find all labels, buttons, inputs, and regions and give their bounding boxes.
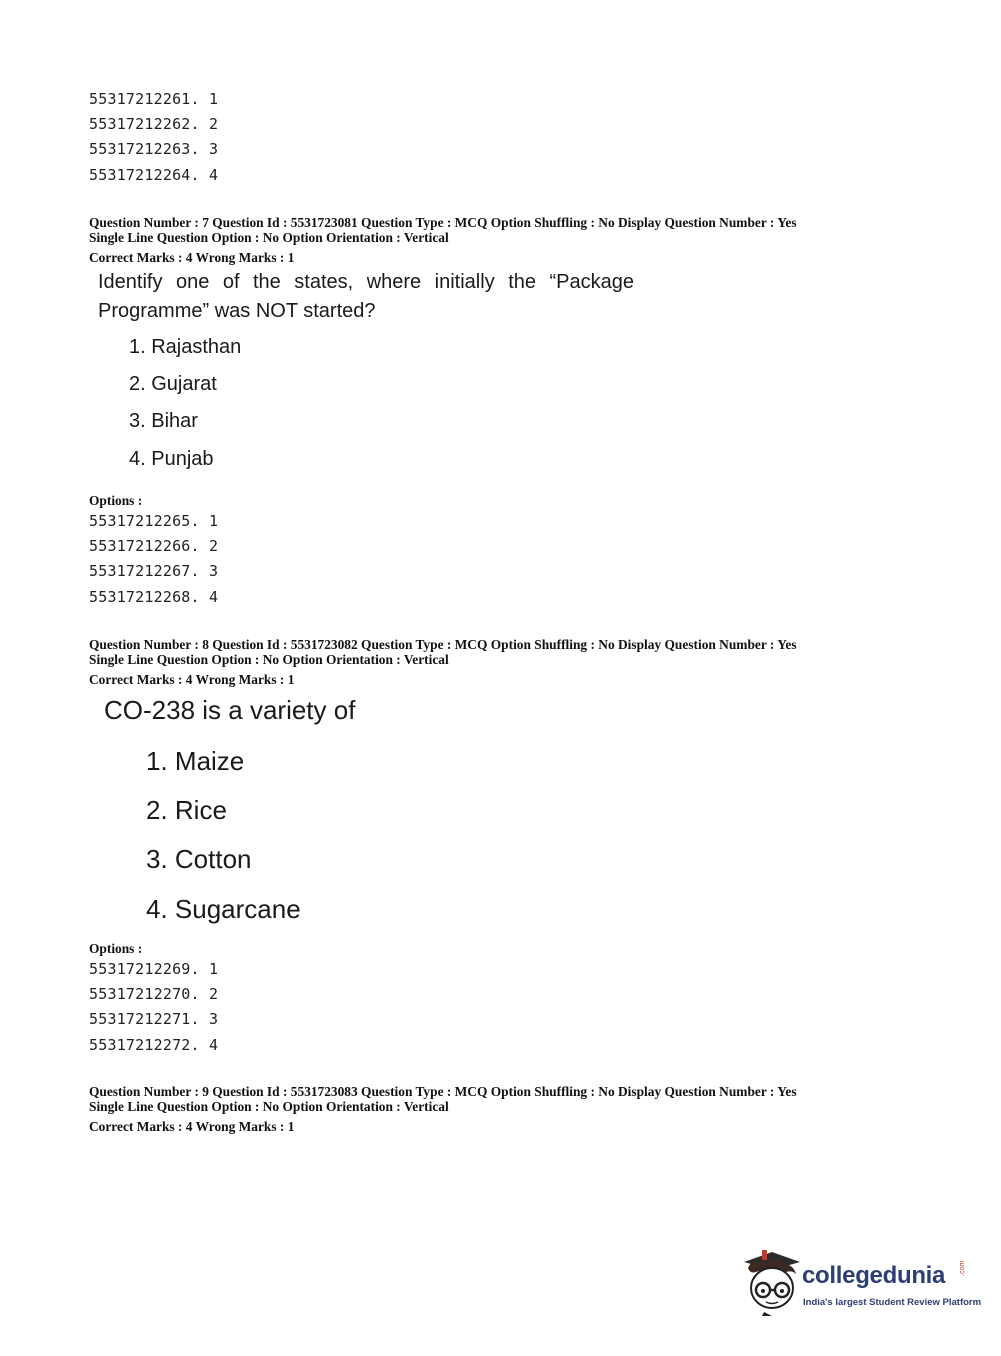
question-marks: Correct Marks : 4 Wrong Marks : 1 [89,250,295,265]
option-id-line: 55317212269. 1 [89,960,219,978]
answer-choice: 3. Cotton [146,844,252,874]
question-meta-line1: Question Number : 8 Question Id : 5531723082 Question Type : MCQ Option Shuffling : No Display Question Number : Yes [89,637,797,652]
options-label: Options : [89,941,143,956]
stem-word: the [508,271,536,293]
logo-wordmark: collegedunia [802,1262,946,1289]
answer-choice: 1. Maize [146,746,245,776]
answer-choice: 4. Punjab [129,448,214,470]
option-id-line: 55317212272. 4 [89,1036,219,1054]
answer-choice: 2. Gujarat [129,373,217,395]
stem-word: initially [434,271,495,293]
stem-line2: Programme” was NOT started? [98,300,376,322]
question-meta-line2: Single Line Question Option : No Option Orientation : Vertical [89,1099,449,1114]
option-id-line: 55317212271. 3 [89,1010,219,1028]
question-stem [98,268,658,326]
option-id-line: 55317212263. 3 [89,140,219,158]
stem-word: “Package [549,271,634,293]
stem-word: the [253,271,281,293]
question-meta-line2: Single Line Question Option : No Option Orientation : Vertical [89,652,449,667]
option-id-line: 55317212268. 4 [89,588,219,606]
answer-choice: 2. Rice [146,795,227,825]
options-label: Options : [89,493,143,508]
question-meta-line1: Question Number : 7 Question Id : 5531723081 Question Type : MCQ Option Shuffling : No Display Question Number : Yes [89,215,797,230]
question-stem: CO-238 is a variety of [104,695,356,725]
logo-tagline: India's largest Student Review Platform [803,1297,982,1308]
option-id-line: 55317212264. 4 [89,166,219,184]
option-id-line: 55317212270. 2 [89,985,219,1003]
question-meta-line1: Question Number : 9 Question Id : 5531723083 Question Type : MCQ Option Shuffling : No Display Question Number : Yes [89,1084,797,1099]
stem-word: of [222,271,240,293]
logo-suffix: .com [959,1260,966,1276]
stem-word: Identify [98,271,163,293]
question-meta-line2: Single Line Question Option : No Option Orientation : Vertical [89,230,449,245]
option-id-line: 55317212265. 1 [89,512,219,530]
question-marks: Correct Marks : 4 Wrong Marks : 1 [89,672,295,687]
stem-word: states, [294,271,354,293]
option-id-line: 55317212266. 2 [89,537,219,555]
answer-choice: 3. Bihar [129,410,198,432]
stem-word: where [366,271,422,293]
answer-choice: 4. Sugarcane [146,894,301,924]
answer-choice: 1. Rajasthan [129,336,242,358]
question-marks: Correct Marks : 4 Wrong Marks : 1 [89,1119,295,1134]
option-id-line: 55317212267. 3 [89,562,219,580]
option-id-line: 55317212261. 1 [89,90,219,108]
stem-word: one [175,271,210,293]
option-id-line: 55317212262. 2 [89,115,219,133]
